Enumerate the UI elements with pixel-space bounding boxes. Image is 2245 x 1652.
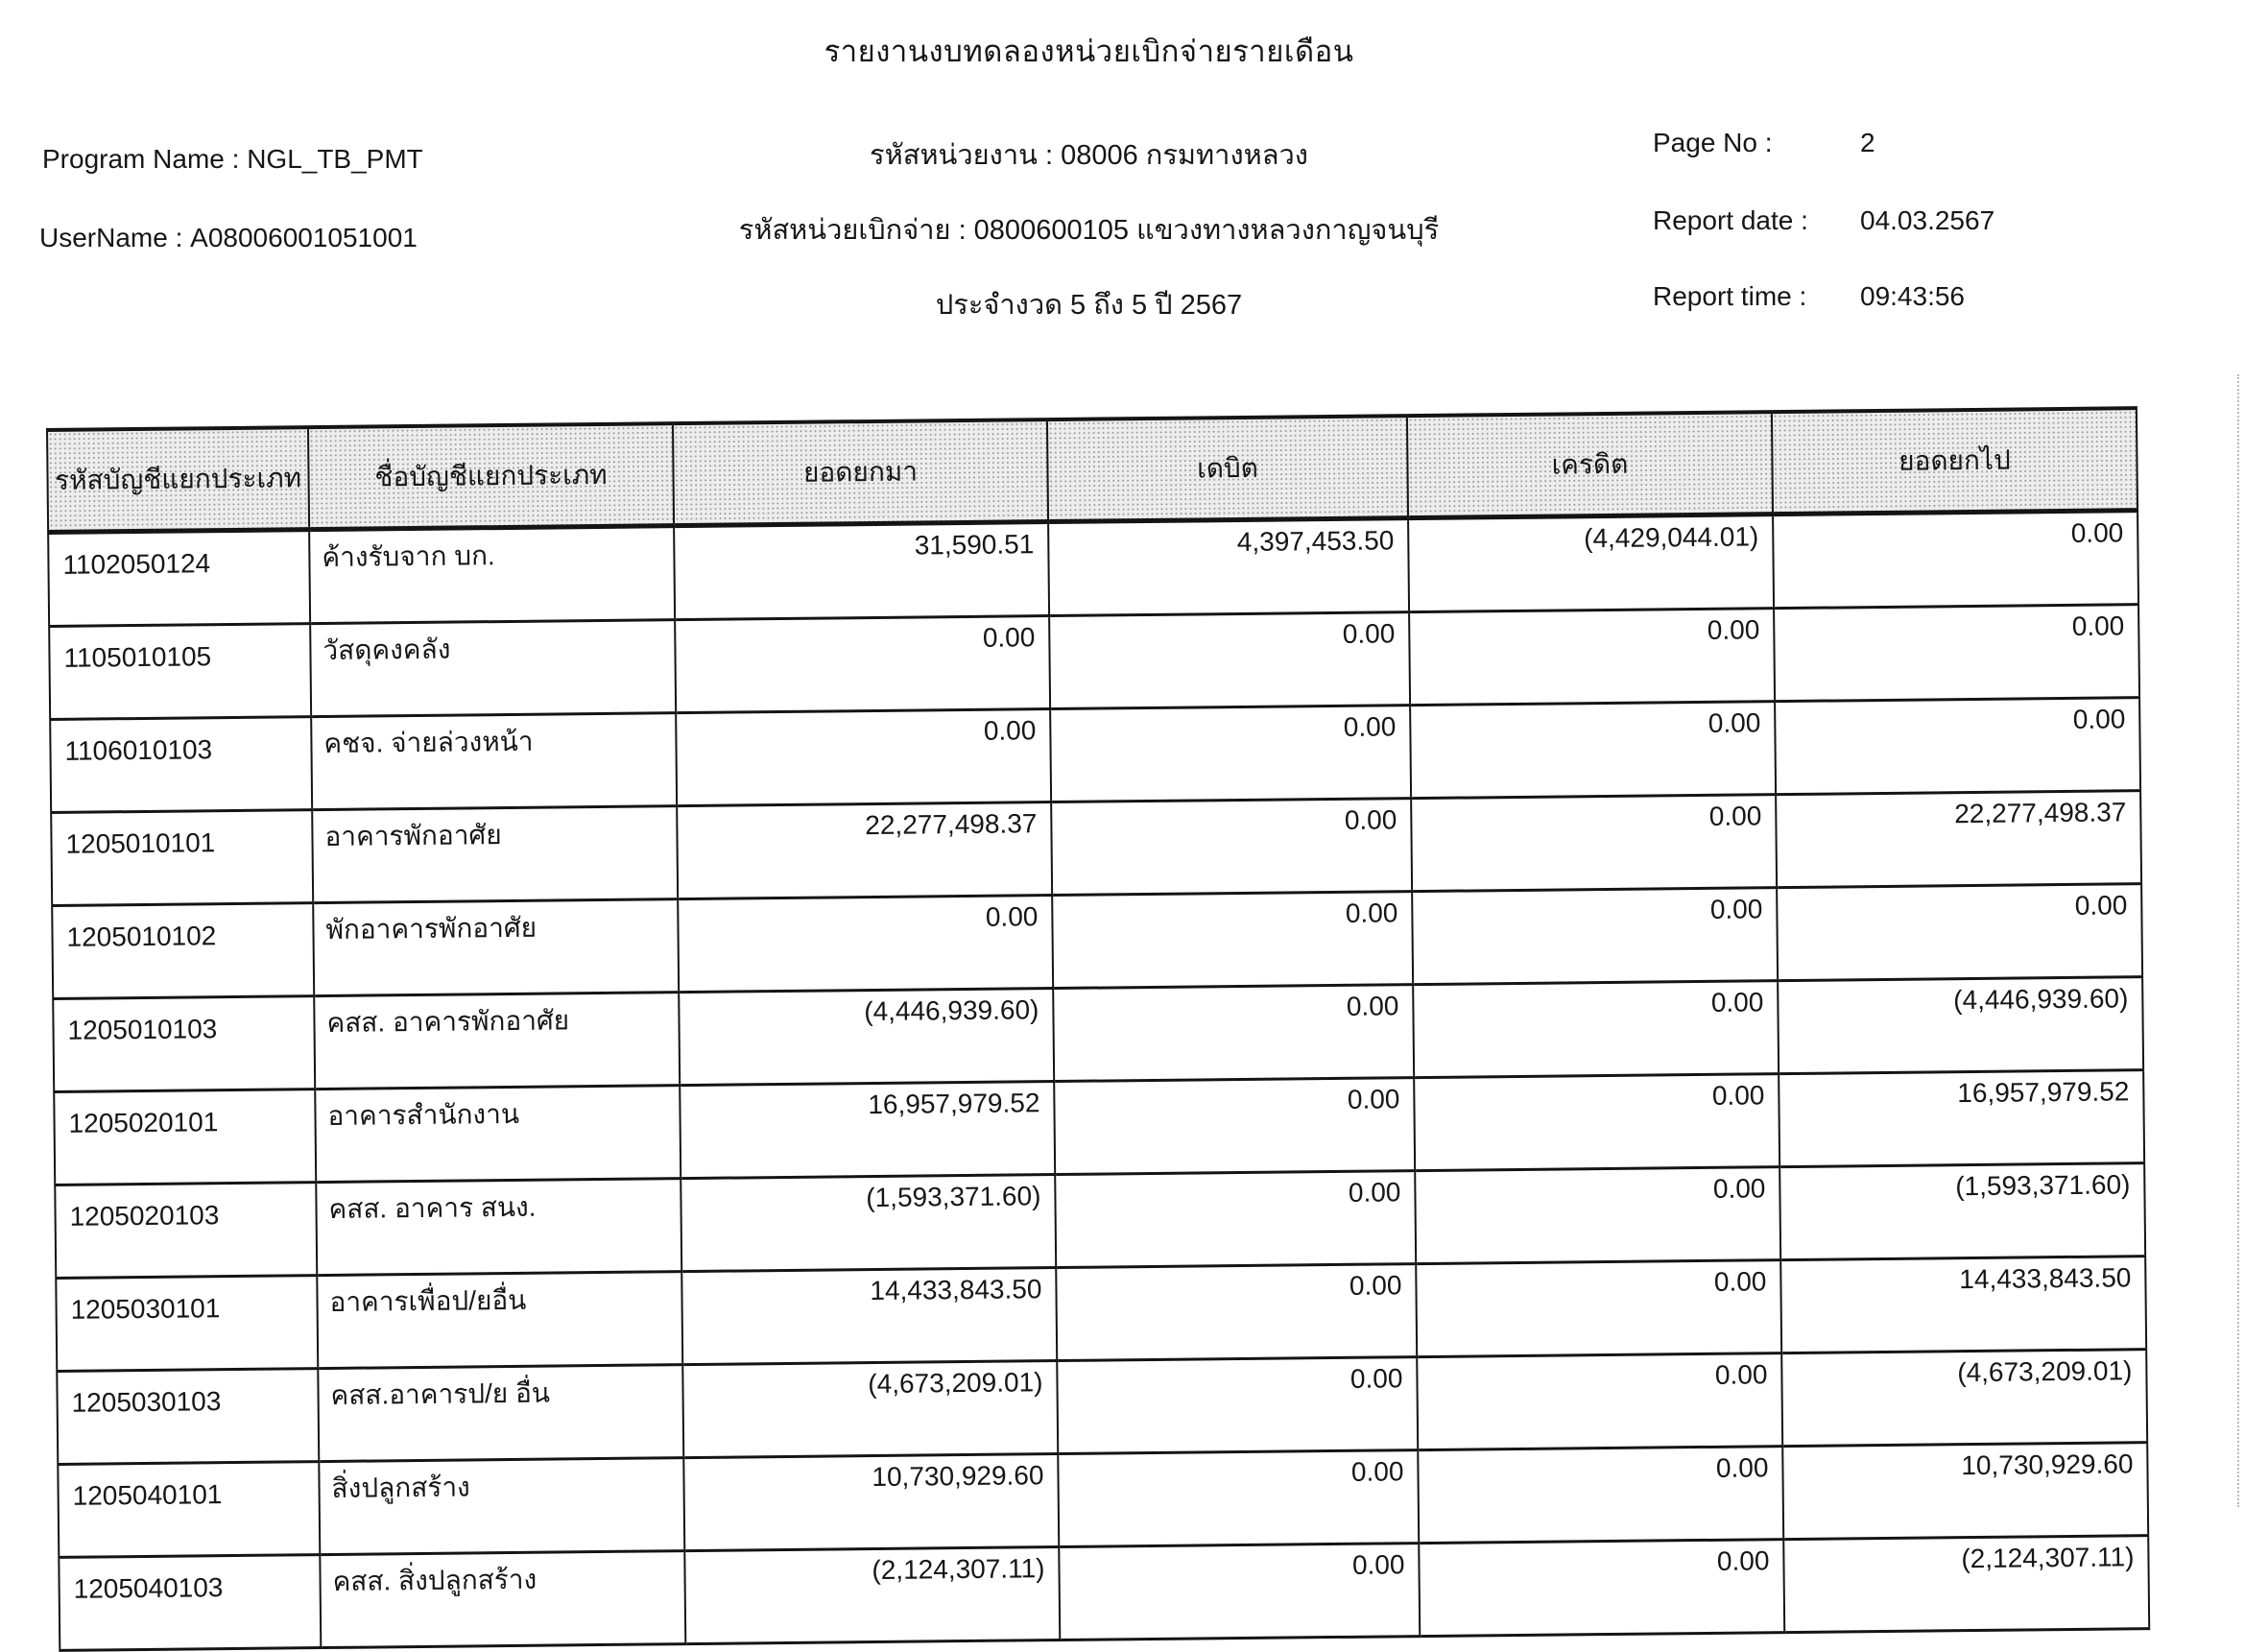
amount-cell: 0.00 (1418, 1447, 1783, 1544)
account-code-cell: 1205030101 (56, 1276, 318, 1372)
report-title: รายงานงบทดลองหน่วยเบิกจ่ายรายเดือน (824, 35, 1354, 68)
page-no-line (1653, 128, 1875, 158)
account-code-cell: 1205040101 (58, 1462, 320, 1558)
amount-cell: 10,730,929.60 (683, 1454, 1059, 1551)
amount-cell: 0.00 (1415, 1167, 1780, 1264)
amount-cell: 0.00 (1773, 511, 2138, 609)
amount-cell: 0.00 (1777, 884, 2142, 981)
amount-cell: (2,124,307.11) (1783, 1536, 2149, 1633)
amount-cell: 0.00 (1414, 1074, 1779, 1171)
scan-edge-artifact (2237, 374, 2239, 1507)
column-header-0: รหัสบัญชีแยกประเภท (47, 427, 309, 532)
amount-cell: 0.00 (1058, 1450, 1419, 1547)
amount-cell: 0.00 (1775, 698, 2140, 795)
account-name-cell: คสส. สิ่งปลูกสร้าง (320, 1551, 685, 1648)
amount-cell: 0.00 (1411, 795, 1777, 892)
amount-cell: 0.00 (1054, 1078, 1415, 1175)
page-no-value: 2 (1860, 128, 1875, 157)
column-header-1: ชื่อบัญชีแยกประเภท (308, 423, 674, 529)
account-name-cell: สิ่งปลูกสร้าง (319, 1458, 684, 1555)
amount-cell: 14,433,843.50 (681, 1268, 1057, 1365)
report-time-value: 09:43:56 (1860, 281, 1965, 311)
amount-cell: 0.00 (675, 616, 1050, 713)
account-code-cell: 1205020103 (55, 1183, 317, 1279)
report-time-label: Report time : (1653, 281, 1807, 311)
amount-cell: (4,673,209.01) (1781, 1350, 2147, 1447)
column-header-2: ยอดยกมา (673, 419, 1048, 526)
amount-cell: (1,593,371.60) (681, 1175, 1056, 1272)
amount-cell: 0.00 (1774, 605, 2139, 702)
amount-cell: (4,429,044.01) (1408, 515, 1774, 612)
account-name-cell: คสส. อาคารพักอาศัย (314, 993, 680, 1089)
table-body (48, 511, 2149, 1651)
amount-cell: 0.00 (1413, 981, 1779, 1078)
report-date-value: 04.03.2567 (1860, 205, 1995, 235)
account-code-cell: 1106010103 (50, 717, 312, 813)
account-name-cell: อาคารพักอาศัย (312, 806, 678, 903)
account-code-cell: 1205030103 (57, 1369, 319, 1465)
account-name-cell: พักอาคารพักอาศัย (313, 899, 679, 996)
account-name-cell: อาคารเพื่อป/ยอื่น (317, 1272, 682, 1369)
username-line (39, 223, 418, 253)
account-code-cell: 1105010105 (49, 624, 311, 720)
amount-cell: 0.00 (1053, 985, 1414, 1082)
amount-cell: 0.00 (1050, 706, 1411, 802)
account-code-cell: 1205010101 (51, 810, 313, 906)
agency-code-line: รหัสหน่วยงาน : 08006 กรมทางหลวง (870, 140, 1308, 171)
account-code-cell: 1205040103 (59, 1555, 321, 1651)
report-date-line (1653, 205, 1994, 236)
account-name-cell: คสส.อาคารป/ย อื่น (318, 1365, 683, 1462)
amount-cell: (4,673,209.01) (682, 1361, 1058, 1458)
column-header-4: เครดิต (1407, 412, 1773, 517)
amount-cell: 0.00 (1417, 1353, 1782, 1450)
program-name-value: NGL_TB_PMT (247, 144, 423, 174)
account-name-cell: วัสดุคงคลัง (310, 620, 676, 717)
disbursement-unit-line: รหัสหน่วยเบิกจ่าย : 0800600105 แขวงทางหลวงกาญจนบุรี (738, 215, 1440, 246)
username-value: A08006001051001 (190, 223, 418, 252)
amount-cell: 16,957,979.52 (1779, 1070, 2144, 1167)
amount-cell: 16,957,979.52 (680, 1082, 1055, 1179)
program-name-label: Program Name : (42, 144, 240, 174)
report-time-line (1653, 281, 1965, 312)
amount-cell: 0.00 (1412, 888, 1778, 985)
amount-cell: (2,124,307.11) (684, 1547, 1060, 1644)
account-name-cell: คชจ. จ่ายล่วงหน้า (311, 713, 677, 810)
program-name-line (42, 144, 423, 175)
report-date-label: Report date : (1653, 205, 1808, 235)
account-code-cell: 1205010103 (53, 996, 315, 1092)
amount-cell: 0.00 (1055, 1171, 1416, 1268)
username-label: UserName : (39, 223, 183, 252)
amount-cell: 0.00 (676, 709, 1051, 806)
amount-cell: (1,593,371.60) (1779, 1163, 2145, 1260)
amount-cell: 0.00 (1416, 1260, 1781, 1357)
amount-cell: 0.00 (1052, 892, 1413, 989)
amount-cell: 0.00 (1419, 1540, 1784, 1637)
amount-cell: 14,433,843.50 (1780, 1257, 2146, 1353)
column-header-5: ยอดยกไป (1772, 408, 2138, 514)
amount-cell: 0.00 (678, 896, 1053, 993)
amount-cell: 0.00 (1056, 1264, 1417, 1361)
account-code-cell: 1205020101 (54, 1089, 316, 1185)
amount-cell: 4,397,453.50 (1048, 518, 1409, 616)
account-code-cell: 1205010102 (52, 903, 314, 999)
account-name-cell: อาคารสำนักงาน (315, 1086, 681, 1183)
amount-cell: 10,730,929.60 (1782, 1443, 2148, 1540)
account-code-cell: 1102050124 (48, 530, 310, 627)
amount-cell: 0.00 (1059, 1544, 1420, 1640)
amount-cell: 0.00 (1409, 609, 1775, 706)
amount-cell: 0.00 (1051, 799, 1412, 896)
amount-cell: 0.00 (1410, 702, 1776, 799)
amount-cell: 22,277,498.37 (1776, 791, 2141, 888)
amount-cell: 31,590.51 (674, 522, 1049, 620)
account-name-cell: คสส. อาคาร สนง. (316, 1179, 681, 1276)
page-no-label: Page No : (1653, 128, 1773, 157)
amount-cell: 22,277,498.37 (677, 802, 1052, 899)
account-name-cell: ค้างรับจาก บก. (309, 526, 675, 624)
amount-cell: (4,446,939.60) (679, 989, 1054, 1086)
column-header-3: เดบิต (1047, 416, 1408, 521)
amount-cell: (4,446,939.60) (1778, 977, 2143, 1074)
period-line: ประจำงวด 5 ถึง 5 ปี 2567 (935, 290, 1243, 321)
amount-cell: 0.00 (1057, 1357, 1418, 1454)
trial-balance-table (46, 406, 2150, 1652)
amount-cell: 0.00 (1049, 612, 1410, 709)
